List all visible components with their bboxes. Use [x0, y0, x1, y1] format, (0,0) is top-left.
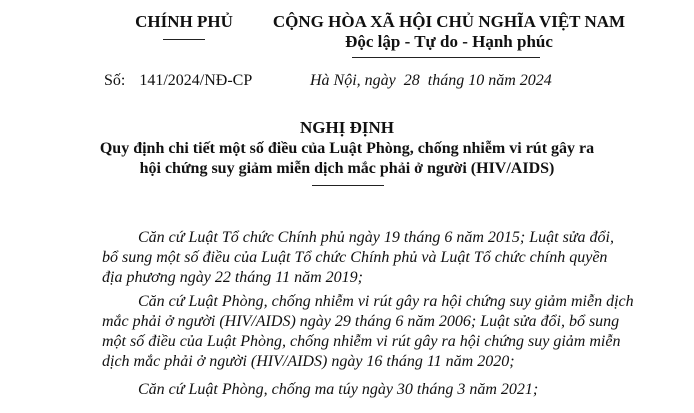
organization-underline: [163, 39, 205, 40]
document-number-value: 141/2024/NĐ-CP: [139, 72, 253, 89]
document-number: [104, 72, 252, 90]
preamble-line: một số điều của Luật Phòng, chống nhiễm vi rút gây ra hội chứng suy giảm miễn: [102, 333, 621, 350]
national-title: CỘNG HÒA XÃ HỘI CHỦ NGHĨA VIỆT NAM: [272, 12, 626, 31]
preamble-line: Căn cứ Luật Phòng, chống ma túy ngày 30 tháng 3 năm 2021;: [138, 381, 539, 398]
place-and-date: Hà Nội, ngày 28 tháng 10 năm 2024: [310, 72, 552, 89]
preamble-line: mắc phải ở người (HIV/AIDS) ngày 29 tháng 6 năm 2006; Luật sửa đổi, bổ sung: [102, 313, 620, 330]
national-motto: Độc lập - Tự do - Hạnh phúc: [345, 32, 553, 51]
subject-underline: [312, 185, 384, 186]
document-subject-line-2: hội chứng suy giảm miễn dịch mắc phải ở người (HIV/AIDS): [139, 160, 555, 177]
issuing-organization: CHÍNH PHỦ: [135, 12, 233, 31]
preamble-line: bổ sung một số điều của Luật Tổ chức Chính phủ và Luật Tổ chức chính quyền: [102, 249, 608, 266]
document-type: NGHỊ ĐỊNH: [300, 118, 394, 137]
preamble-line: Căn cứ Luật Tổ chức Chính phủ ngày 19 tháng 6 năm 2015; Luật sửa đổi,: [138, 229, 614, 246]
motto-underline: [352, 57, 540, 58]
document-subject-line-1: Quy định chi tiết một số điều của Luật Phòng, chống nhiễm vi rút gây ra: [99, 140, 595, 157]
preamble-line: dịch mắc phải ở người (HIV/AIDS) ngày 16 tháng 11 năm 2020;: [102, 353, 515, 370]
preamble-paragraph-2: [102, 292, 634, 372]
document-number-label: Số:: [104, 72, 126, 89]
preamble-line: địa phương ngày 22 tháng 11 năm 2019;: [102, 269, 363, 286]
preamble-paragraph-1: [102, 228, 630, 288]
preamble-paragraph-3: [102, 380, 630, 400]
preamble-line: Căn cứ Luật Phòng, chống nhiễm vi rút gây ra hội chứng suy giảm miễn dịch: [138, 293, 634, 310]
